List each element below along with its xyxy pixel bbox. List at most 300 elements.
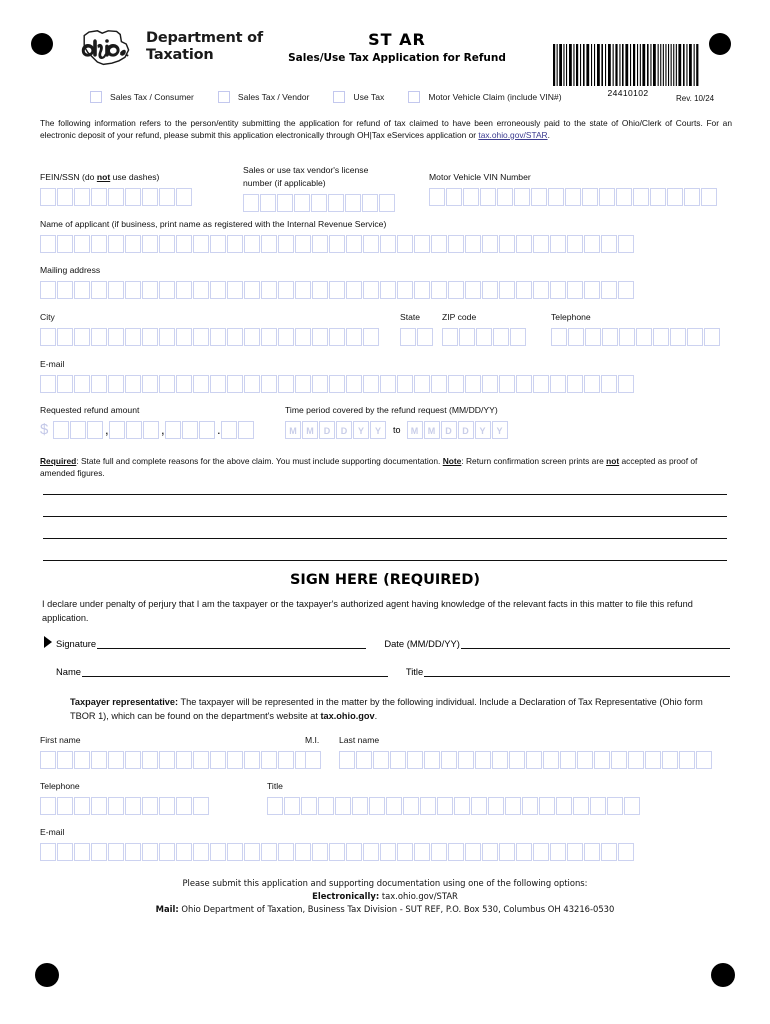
char-box[interactable] bbox=[57, 235, 73, 253]
char-box[interactable] bbox=[363, 375, 379, 393]
char-box[interactable] bbox=[701, 188, 717, 206]
char-box[interactable] bbox=[108, 751, 124, 769]
char-box[interactable] bbox=[244, 751, 260, 769]
char-box[interactable] bbox=[352, 797, 368, 815]
char-box[interactable] bbox=[403, 797, 419, 815]
char-box[interactable] bbox=[601, 281, 617, 299]
char-box[interactable] bbox=[125, 235, 141, 253]
char-box[interactable] bbox=[278, 235, 294, 253]
char-box[interactable] bbox=[278, 328, 294, 346]
char-box[interactable] bbox=[318, 797, 334, 815]
char-box[interactable] bbox=[465, 235, 481, 253]
char-box[interactable] bbox=[497, 188, 513, 206]
char-box[interactable] bbox=[91, 375, 107, 393]
char-box[interactable] bbox=[125, 375, 141, 393]
char-box[interactable] bbox=[611, 751, 627, 769]
char-box[interactable] bbox=[624, 797, 640, 815]
char-box[interactable] bbox=[633, 188, 649, 206]
checkbox-sales-tax-consumer[interactable] bbox=[90, 91, 102, 103]
char-box[interactable] bbox=[499, 843, 515, 861]
char-box[interactable] bbox=[329, 281, 345, 299]
char-box[interactable] bbox=[199, 421, 215, 439]
char-box[interactable] bbox=[565, 188, 581, 206]
char-box[interactable] bbox=[533, 375, 549, 393]
char-box[interactable] bbox=[126, 421, 142, 439]
char-box[interactable] bbox=[645, 751, 661, 769]
char-box[interactable] bbox=[74, 328, 90, 346]
char-box[interactable] bbox=[550, 235, 566, 253]
char-box[interactable] bbox=[91, 843, 107, 861]
rep-last-name-input[interactable] bbox=[339, 751, 713, 769]
char-box[interactable] bbox=[142, 281, 158, 299]
char-box[interactable] bbox=[567, 375, 583, 393]
char-box[interactable] bbox=[74, 375, 90, 393]
char-box[interactable] bbox=[57, 751, 73, 769]
char-box[interactable] bbox=[526, 751, 542, 769]
char-box[interactable] bbox=[193, 843, 209, 861]
char-box[interactable] bbox=[278, 281, 294, 299]
checkbox-item-sales-tax-vendor[interactable] bbox=[218, 91, 310, 103]
char-box[interactable] bbox=[442, 328, 458, 346]
char-box[interactable] bbox=[493, 328, 509, 346]
vendor-license-input[interactable] bbox=[243, 194, 396, 212]
char-box[interactable] bbox=[40, 751, 56, 769]
reason-line-2[interactable] bbox=[43, 516, 727, 517]
char-box[interactable] bbox=[424, 751, 440, 769]
char-box[interactable] bbox=[91, 281, 107, 299]
char-box[interactable] bbox=[143, 421, 159, 439]
char-box[interactable] bbox=[516, 843, 532, 861]
char-box[interactable] bbox=[560, 751, 576, 769]
char-box[interactable] bbox=[543, 751, 559, 769]
char-box[interactable] bbox=[108, 188, 124, 206]
char-box[interactable] bbox=[70, 421, 86, 439]
char-box[interactable] bbox=[696, 751, 712, 769]
rep-telephone-input[interactable] bbox=[40, 797, 210, 815]
char-box[interactable] bbox=[176, 843, 192, 861]
char-box[interactable] bbox=[260, 194, 276, 212]
char-box[interactable] bbox=[386, 797, 402, 815]
char-box[interactable] bbox=[227, 751, 243, 769]
char-box[interactable] bbox=[363, 235, 379, 253]
char-box[interactable] bbox=[429, 188, 445, 206]
char-box[interactable] bbox=[618, 281, 634, 299]
time-period-from-input[interactable] bbox=[285, 421, 387, 439]
char-box[interactable] bbox=[295, 843, 311, 861]
char-box[interactable] bbox=[329, 235, 345, 253]
rep-email-input[interactable] bbox=[40, 843, 635, 861]
char-box[interactable] bbox=[176, 188, 192, 206]
char-box[interactable] bbox=[176, 751, 192, 769]
char-box[interactable] bbox=[74, 751, 90, 769]
char-box[interactable] bbox=[227, 328, 243, 346]
char-box[interactable] bbox=[628, 751, 644, 769]
char-box[interactable] bbox=[87, 421, 103, 439]
char-box[interactable] bbox=[108, 328, 124, 346]
char-box[interactable] bbox=[463, 188, 479, 206]
char-box[interactable] bbox=[582, 188, 598, 206]
char-box[interactable] bbox=[244, 281, 260, 299]
char-box[interactable] bbox=[329, 375, 345, 393]
char-box[interactable] bbox=[295, 281, 311, 299]
char-box[interactable] bbox=[294, 194, 310, 212]
char-box[interactable] bbox=[312, 281, 328, 299]
char-box[interactable] bbox=[379, 194, 395, 212]
char-box[interactable] bbox=[193, 751, 209, 769]
char-box[interactable] bbox=[278, 751, 294, 769]
char-box[interactable] bbox=[125, 751, 141, 769]
char-box[interactable] bbox=[704, 328, 720, 346]
char-box[interactable] bbox=[480, 188, 496, 206]
char-box[interactable] bbox=[616, 188, 632, 206]
checkbox-item-sales-tax-consumer[interactable] bbox=[90, 91, 194, 103]
char-box[interactable] bbox=[210, 328, 226, 346]
char-box[interactable] bbox=[74, 235, 90, 253]
char-box[interactable] bbox=[74, 281, 90, 299]
char-box[interactable] bbox=[40, 281, 56, 299]
char-box[interactable] bbox=[577, 751, 593, 769]
char-box[interactable] bbox=[618, 235, 634, 253]
char-box[interactable] bbox=[277, 194, 293, 212]
char-box[interactable] bbox=[420, 797, 436, 815]
zip-input[interactable] bbox=[442, 328, 527, 346]
char-box[interactable] bbox=[380, 235, 396, 253]
char-box[interactable] bbox=[448, 235, 464, 253]
char-box[interactable] bbox=[510, 328, 526, 346]
char-box[interactable] bbox=[301, 797, 317, 815]
char-box[interactable] bbox=[369, 797, 385, 815]
char-box[interactable] bbox=[335, 797, 351, 815]
char-box[interactable] bbox=[601, 375, 617, 393]
char-box[interactable] bbox=[261, 235, 277, 253]
char-box[interactable] bbox=[108, 375, 124, 393]
char-box[interactable] bbox=[448, 375, 464, 393]
char-box[interactable] bbox=[159, 235, 175, 253]
char-box[interactable] bbox=[414, 843, 430, 861]
char-box[interactable] bbox=[109, 421, 125, 439]
char-box[interactable] bbox=[210, 751, 226, 769]
char-box[interactable] bbox=[339, 751, 355, 769]
char-box[interactable] bbox=[295, 375, 311, 393]
char-box[interactable] bbox=[567, 235, 583, 253]
char-box[interactable] bbox=[505, 797, 521, 815]
char-box[interactable] bbox=[328, 194, 344, 212]
checkbox-motor-vehicle-claim[interactable] bbox=[408, 91, 420, 103]
char-box[interactable] bbox=[602, 328, 618, 346]
char-box[interactable] bbox=[618, 375, 634, 393]
char-box[interactable] bbox=[312, 375, 328, 393]
char-box[interactable] bbox=[125, 188, 141, 206]
char-box[interactable] bbox=[210, 375, 226, 393]
char-box[interactable] bbox=[548, 188, 564, 206]
char-box[interactable] bbox=[312, 235, 328, 253]
char-box[interactable] bbox=[516, 375, 532, 393]
char-box[interactable] bbox=[667, 188, 683, 206]
char-box[interactable] bbox=[125, 843, 141, 861]
star-link[interactable]: tax.ohio.gov/STAR bbox=[478, 129, 548, 140]
char-box[interactable] bbox=[380, 281, 396, 299]
char-box[interactable] bbox=[346, 843, 362, 861]
refund-amount-input[interactable] bbox=[40, 421, 255, 439]
char-box[interactable] bbox=[227, 281, 243, 299]
fein-ssn-input[interactable] bbox=[40, 188, 193, 206]
char-box[interactable] bbox=[584, 281, 600, 299]
char-box[interactable] bbox=[471, 797, 487, 815]
char-box[interactable] bbox=[108, 843, 124, 861]
char-box[interactable] bbox=[380, 375, 396, 393]
char-box[interactable] bbox=[390, 751, 406, 769]
checkbox-sales-tax-vendor[interactable] bbox=[218, 91, 230, 103]
char-box[interactable] bbox=[210, 281, 226, 299]
char-box[interactable] bbox=[182, 421, 198, 439]
char-box[interactable] bbox=[550, 281, 566, 299]
char-box[interactable] bbox=[193, 797, 209, 815]
char-box[interactable] bbox=[91, 751, 107, 769]
char-box[interactable] bbox=[573, 797, 589, 815]
char-box[interactable] bbox=[159, 281, 175, 299]
char-box[interactable] bbox=[57, 375, 73, 393]
char-box[interactable] bbox=[584, 843, 600, 861]
char-box[interactable] bbox=[261, 281, 277, 299]
char-box[interactable] bbox=[488, 797, 504, 815]
char-box[interactable] bbox=[40, 797, 56, 815]
char-box[interactable] bbox=[165, 421, 181, 439]
char-box[interactable] bbox=[567, 281, 583, 299]
char-box[interactable] bbox=[125, 797, 141, 815]
email-input[interactable] bbox=[40, 375, 635, 393]
char-box[interactable] bbox=[244, 375, 260, 393]
char-box[interactable] bbox=[91, 235, 107, 253]
char-box[interactable] bbox=[482, 843, 498, 861]
char-box[interactable] bbox=[482, 375, 498, 393]
char-box[interactable] bbox=[74, 188, 90, 206]
applicant-name-input[interactable] bbox=[40, 235, 635, 253]
char-box[interactable] bbox=[362, 194, 378, 212]
char-box[interactable] bbox=[476, 328, 492, 346]
char-box[interactable] bbox=[363, 843, 379, 861]
time-period-to-input[interactable] bbox=[407, 421, 509, 439]
char-box[interactable] bbox=[417, 328, 433, 346]
char-box[interactable] bbox=[492, 751, 508, 769]
city-input[interactable] bbox=[40, 328, 380, 346]
char-box[interactable] bbox=[176, 328, 192, 346]
char-box[interactable] bbox=[499, 281, 515, 299]
char-box[interactable] bbox=[448, 843, 464, 861]
char-box[interactable] bbox=[687, 328, 703, 346]
char-box[interactable] bbox=[356, 751, 372, 769]
char-box[interactable] bbox=[458, 751, 474, 769]
char-box[interactable] bbox=[397, 375, 413, 393]
char-box[interactable] bbox=[414, 375, 430, 393]
char-box[interactable] bbox=[125, 328, 141, 346]
char-box[interactable] bbox=[159, 188, 175, 206]
char-box[interactable] bbox=[40, 235, 56, 253]
char-box[interactable] bbox=[261, 375, 277, 393]
rep-middle-initial-input[interactable] bbox=[305, 751, 322, 769]
char-box[interactable] bbox=[482, 281, 498, 299]
char-box[interactable] bbox=[227, 843, 243, 861]
char-box[interactable] bbox=[159, 375, 175, 393]
char-box[interactable] bbox=[244, 843, 260, 861]
char-box[interactable] bbox=[653, 328, 669, 346]
char-box[interactable] bbox=[522, 797, 538, 815]
reason-line-1[interactable] bbox=[43, 494, 727, 495]
char-box[interactable] bbox=[108, 235, 124, 253]
char-box[interactable] bbox=[499, 235, 515, 253]
char-box[interactable] bbox=[465, 375, 481, 393]
char-box[interactable] bbox=[125, 281, 141, 299]
char-box[interactable] bbox=[193, 328, 209, 346]
char-box[interactable] bbox=[278, 375, 294, 393]
char-box[interactable] bbox=[244, 235, 260, 253]
char-box[interactable] bbox=[159, 751, 175, 769]
char-box[interactable] bbox=[400, 328, 416, 346]
char-box[interactable] bbox=[670, 328, 686, 346]
char-box[interactable] bbox=[590, 797, 606, 815]
char-box[interactable] bbox=[57, 188, 73, 206]
char-box[interactable] bbox=[346, 281, 362, 299]
char-box[interactable] bbox=[585, 328, 601, 346]
char-box[interactable] bbox=[142, 375, 158, 393]
char-box[interactable] bbox=[363, 328, 379, 346]
char-box[interactable] bbox=[238, 421, 254, 439]
char-box[interactable] bbox=[619, 328, 635, 346]
char-box[interactable] bbox=[662, 751, 678, 769]
char-box[interactable] bbox=[465, 281, 481, 299]
rep-first-name-input[interactable] bbox=[40, 751, 312, 769]
char-box[interactable] bbox=[346, 375, 362, 393]
char-box[interactable] bbox=[539, 797, 555, 815]
char-box[interactable] bbox=[531, 188, 547, 206]
char-box[interactable] bbox=[74, 843, 90, 861]
char-box[interactable] bbox=[568, 328, 584, 346]
char-box[interactable] bbox=[57, 281, 73, 299]
char-box[interactable] bbox=[329, 328, 345, 346]
char-box[interactable] bbox=[533, 843, 549, 861]
char-box[interactable] bbox=[431, 375, 447, 393]
char-box[interactable] bbox=[193, 281, 209, 299]
char-box[interactable] bbox=[40, 843, 56, 861]
checkbox-item-use-tax[interactable] bbox=[333, 91, 384, 103]
char-box[interactable] bbox=[533, 235, 549, 253]
char-box[interactable] bbox=[594, 751, 610, 769]
char-box[interactable] bbox=[441, 751, 457, 769]
signature-input[interactable] bbox=[97, 638, 366, 649]
char-box[interactable] bbox=[516, 281, 532, 299]
char-box[interactable] bbox=[311, 194, 327, 212]
char-box[interactable] bbox=[57, 843, 73, 861]
char-box[interactable] bbox=[329, 843, 345, 861]
checkbox-item-motor-vehicle-claim[interactable] bbox=[408, 91, 561, 103]
char-box[interactable] bbox=[636, 328, 652, 346]
char-box[interactable] bbox=[176, 375, 192, 393]
char-box[interactable] bbox=[346, 235, 362, 253]
char-box[interactable] bbox=[312, 843, 328, 861]
char-box[interactable] bbox=[244, 328, 260, 346]
char-box[interactable] bbox=[159, 843, 175, 861]
char-box[interactable] bbox=[210, 235, 226, 253]
char-box[interactable] bbox=[407, 751, 423, 769]
char-box[interactable] bbox=[243, 194, 259, 212]
char-box[interactable] bbox=[618, 843, 634, 861]
char-box[interactable] bbox=[295, 235, 311, 253]
char-box[interactable] bbox=[551, 328, 567, 346]
char-box[interactable] bbox=[380, 843, 396, 861]
signer-title-input[interactable] bbox=[424, 666, 730, 677]
char-box[interactable] bbox=[176, 235, 192, 253]
char-box[interactable] bbox=[446, 188, 462, 206]
char-box[interactable] bbox=[284, 797, 300, 815]
char-box[interactable] bbox=[142, 328, 158, 346]
char-box[interactable] bbox=[601, 235, 617, 253]
char-box[interactable] bbox=[448, 281, 464, 299]
char-box[interactable] bbox=[550, 375, 566, 393]
char-box[interactable] bbox=[345, 194, 361, 212]
char-box[interactable] bbox=[414, 281, 430, 299]
char-box[interactable] bbox=[305, 751, 321, 769]
state-input[interactable] bbox=[400, 328, 434, 346]
char-box[interactable] bbox=[142, 751, 158, 769]
char-box[interactable] bbox=[108, 797, 124, 815]
char-box[interactable] bbox=[142, 843, 158, 861]
char-box[interactable] bbox=[261, 751, 277, 769]
reason-line-4[interactable] bbox=[43, 560, 727, 561]
char-box[interactable] bbox=[57, 797, 73, 815]
char-box[interactable] bbox=[499, 375, 515, 393]
char-box[interactable] bbox=[397, 281, 413, 299]
char-box[interactable] bbox=[278, 843, 294, 861]
checkbox-use-tax[interactable] bbox=[333, 91, 345, 103]
char-box[interactable] bbox=[142, 797, 158, 815]
char-box[interactable] bbox=[431, 281, 447, 299]
char-box[interactable] bbox=[57, 328, 73, 346]
char-box[interactable] bbox=[509, 751, 525, 769]
char-box[interactable] bbox=[516, 235, 532, 253]
char-box[interactable] bbox=[159, 797, 175, 815]
char-box[interactable] bbox=[261, 843, 277, 861]
char-box[interactable] bbox=[91, 188, 107, 206]
char-box[interactable] bbox=[261, 328, 277, 346]
mailing-address-input[interactable] bbox=[40, 281, 635, 299]
char-box[interactable] bbox=[159, 328, 175, 346]
char-box[interactable] bbox=[210, 843, 226, 861]
char-box[interactable] bbox=[74, 797, 90, 815]
char-box[interactable] bbox=[40, 188, 56, 206]
char-box[interactable] bbox=[176, 281, 192, 299]
rep-title-input[interactable] bbox=[267, 797, 641, 815]
printed-name-input[interactable] bbox=[82, 666, 388, 677]
char-box[interactable] bbox=[465, 843, 481, 861]
char-box[interactable] bbox=[53, 421, 69, 439]
char-box[interactable] bbox=[533, 281, 549, 299]
char-box[interactable] bbox=[459, 328, 475, 346]
char-box[interactable] bbox=[142, 188, 158, 206]
char-box[interactable] bbox=[431, 843, 447, 861]
char-box[interactable] bbox=[475, 751, 491, 769]
char-box[interactable] bbox=[556, 797, 572, 815]
char-box[interactable] bbox=[221, 421, 237, 439]
char-box[interactable] bbox=[601, 843, 617, 861]
char-box[interactable] bbox=[40, 328, 56, 346]
char-box[interactable] bbox=[142, 235, 158, 253]
char-box[interactable] bbox=[437, 797, 453, 815]
char-box[interactable] bbox=[40, 375, 56, 393]
char-box[interactable] bbox=[91, 328, 107, 346]
char-box[interactable] bbox=[514, 188, 530, 206]
char-box[interactable] bbox=[414, 235, 430, 253]
char-box[interactable] bbox=[227, 375, 243, 393]
char-box[interactable] bbox=[363, 281, 379, 299]
